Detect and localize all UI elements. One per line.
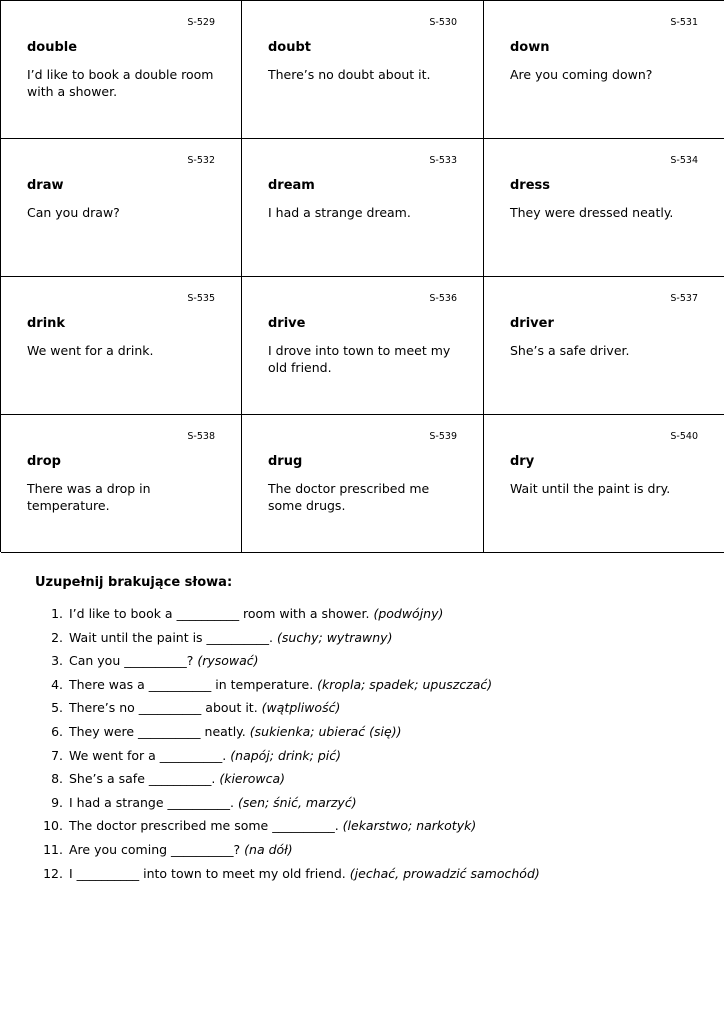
card-sentence: She’s a safe driver. (510, 343, 630, 358)
item-sentence: There’s no __________ about it. (69, 700, 258, 716)
item-sentence: I __________ into town to meet my old friend. (69, 865, 346, 881)
item-hint: (napój; drink; pić) (230, 747, 342, 763)
card-word: dream (268, 178, 315, 193)
card-word: doubt (268, 40, 312, 55)
item-sentence: They were __________ neatly. (69, 723, 246, 739)
card-code: S-538 (187, 431, 215, 442)
exercise-item (0, 748, 724, 772)
item-hint: (na dół) (244, 841, 293, 857)
card-code: S-529 (187, 17, 215, 28)
exercise-item (0, 842, 724, 866)
card-sentence: I’d like to book a double room with a shower. (27, 67, 214, 99)
item-number: 9. (51, 794, 63, 810)
flashcard (242, 1, 484, 139)
item-hint: (kierowca) (219, 771, 286, 787)
card-code: S-531 (670, 17, 698, 28)
flashcard (1, 277, 242, 415)
flashcard (484, 139, 724, 277)
card-code: S-530 (429, 17, 457, 28)
flashcard (1, 1, 242, 139)
exercise-item (0, 866, 724, 890)
exercise-item (0, 724, 724, 748)
card-sentence: There was a drop in temperature. (27, 481, 151, 513)
exercise-item (0, 795, 724, 819)
item-number: 7. (51, 747, 63, 763)
item-number: 6. (51, 723, 63, 739)
card-sentence: I had a strange dream. (268, 205, 411, 220)
item-hint: (lekarstwo; narkotyk) (342, 818, 477, 834)
card-word: draw (27, 178, 64, 193)
flashcard (1, 139, 242, 277)
card-sentence: Wait until the paint is dry. (510, 481, 671, 496)
card-word: dress (510, 178, 551, 193)
card-word: down (510, 40, 550, 55)
exercise-item (0, 818, 724, 842)
item-sentence: I’d like to book a __________ room with a shower. (69, 606, 370, 621)
card-word: drug (268, 454, 303, 469)
card-sentence: Are you coming down? (510, 67, 653, 82)
flashcard (484, 1, 724, 139)
item-sentence: She’s a safe __________. (69, 771, 216, 787)
card-code: S-537 (670, 293, 698, 304)
card-code: S-533 (429, 155, 457, 166)
card-sentence: There’s no doubt about it. (268, 67, 431, 82)
card-word: double (27, 40, 78, 55)
exercise-list (0, 606, 724, 889)
exercise-item (0, 606, 724, 630)
item-sentence: Can you __________? (69, 653, 194, 669)
card-code: S-534 (670, 155, 698, 166)
card-sentence: The doctor prescribed me some drugs. (268, 481, 430, 513)
exercise-item (0, 771, 724, 795)
flashcard (484, 277, 724, 415)
card-sentence: We went for a drink. (27, 343, 154, 358)
item-number: 12. (43, 865, 63, 881)
item-number: 4. (51, 676, 63, 692)
exercise-item (0, 630, 724, 654)
card-code: S-532 (187, 155, 215, 166)
item-hint: (kropla; spadek; upuszczać) (317, 676, 493, 692)
item-sentence: There was a __________ in temperature. (69, 676, 314, 692)
item-sentence: I had a strange __________. (69, 794, 234, 810)
item-hint: (jechać, prowadzić samochód) (349, 865, 540, 881)
item-hint: (wątpliwość) (261, 700, 341, 716)
card-word: driver (510, 316, 554, 331)
item-number: 10. (43, 818, 63, 834)
card-word: drop (27, 454, 61, 469)
item-hint: (sen; śnić, marzyć) (237, 794, 357, 810)
card-word: dry (510, 454, 535, 469)
flashcard (242, 415, 484, 553)
item-hint: (rysować) (197, 653, 259, 669)
item-hint: (podwójny) (373, 606, 444, 621)
item-sentence: We went for a __________. (69, 747, 227, 763)
flashcard (1, 415, 242, 553)
item-sentence: Are you coming __________? (69, 841, 241, 857)
item-sentence: Wait until the paint is __________. (69, 629, 274, 645)
exercise-item (0, 677, 724, 701)
flashcard (242, 139, 484, 277)
card-code: S-535 (187, 293, 215, 304)
card-word: drive (268, 316, 306, 331)
card-code: S-540 (670, 431, 698, 442)
item-number: 11. (43, 841, 63, 857)
exercise-item (0, 700, 724, 724)
exercise-item (0, 653, 724, 677)
card-code: S-536 (429, 293, 457, 304)
flashcard (242, 277, 484, 415)
flashcard (484, 415, 724, 553)
item-number: 3. (51, 653, 63, 669)
card-word: drink (27, 316, 66, 331)
item-number: 8. (51, 771, 63, 787)
card-sentence: They were dressed neatly. (510, 205, 674, 220)
exercise-heading: Uzupełnij brakujące słowa: (35, 575, 233, 590)
item-number: 2. (51, 629, 63, 645)
card-sentence: Can you draw? (27, 205, 120, 220)
card-sentence: I drove into town to meet my old friend. (268, 343, 451, 375)
item-number: 5. (51, 700, 63, 716)
item-sentence: The doctor prescribed me some __________. (69, 818, 339, 834)
item-hint: (suchy; wytrawny) (277, 629, 393, 645)
item-number: 1. (51, 606, 63, 621)
item-hint: (sukienka; ubierać (się)) (249, 723, 402, 739)
card-code: S-539 (429, 431, 457, 442)
